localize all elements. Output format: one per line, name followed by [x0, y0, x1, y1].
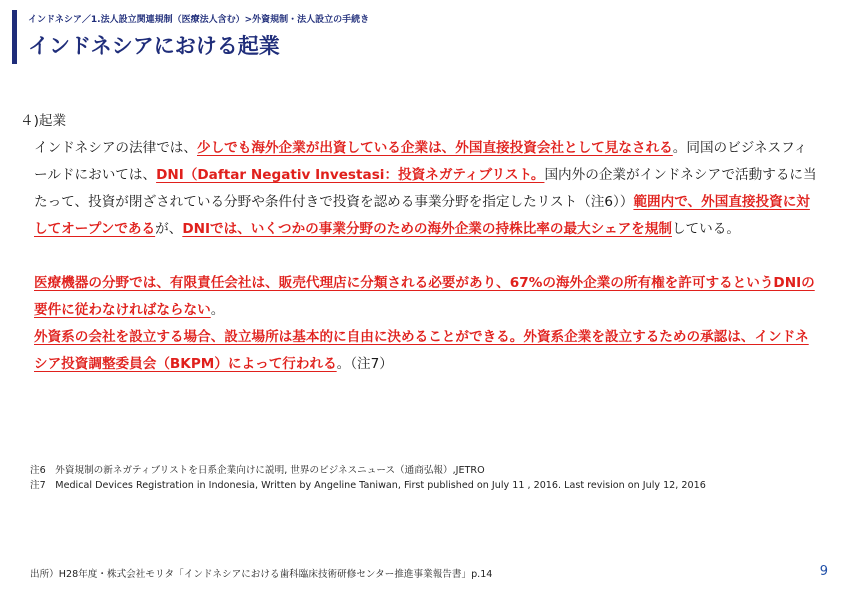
breadcrumb: インドネシア／1.法人設立関連規制（医療法人含む）>外資規制・法人設立の手続き — [28, 15, 370, 25]
page-number: 9 — [819, 564, 828, 579]
title-accent-bar — [12, 10, 17, 64]
plain-text: が、 — [155, 221, 183, 237]
highlight-text: 医療機器の分野では、有限責任会社は、販売代理店に分類される必要があり、67%の海外企業の所有権を許可するというDNIの要件に従わなければならない — [34, 275, 815, 318]
plain-text: 。同国のビジネスフィールドにおいては、 — [34, 140, 808, 183]
source-citation: 出所）H28年度・株式会社モリタ「インドネシアにおける歯科臨床技術研修センター推進事業報告書」p.14 — [30, 569, 493, 580]
plain-text: 。 — [210, 302, 225, 318]
section-heading: ４)起業 — [20, 113, 67, 129]
highlight-text: 少しでも海外企業が出資している企業は、外国直接投資会社として見なされる — [197, 140, 673, 156]
highlight-text: DNIでは、いくつかの事業分野のための海外企業の持株比率の最大シェアを規制 — [182, 221, 672, 237]
footnote-6: 注6 外資規制の新ネガティブリストを日系企業向けに説明, 世界のビジネスニュース（通商弘報）,JETRO — [30, 465, 485, 476]
highlight-text: 範囲内で、外国直接投資に対してオープンである — [34, 194, 810, 237]
plain-text: インドネシアの法律では、 — [34, 140, 197, 156]
paragraph-investment-law — [20, 135, 820, 243]
footnotes — [30, 463, 770, 493]
main-body-text — [20, 108, 820, 378]
plain-text: 。（注7） — [336, 356, 393, 372]
paragraph-medical-devices — [20, 270, 820, 324]
paragraph-company-establishment — [20, 324, 820, 378]
paragraph-spacer — [20, 243, 820, 270]
footnote-7: 注7 Medical Devices Registration in Indonesia, Written by Angeline Taniwan, First published on July 11 , 2016. Last revision on July 12, 2016 — [30, 480, 706, 491]
highlight-text: DNI（Daftar Negativ Investasi：投資ネガティブリスト。 — [156, 167, 545, 183]
page-title: インドネシアにおける起業 — [28, 34, 280, 58]
plain-text: 国内外の企業がインドネシアで活動するに当たって、投資が閉ざされている分野や条件付きで投資を認める事業分野を指定したリスト（注6）） — [34, 167, 817, 210]
highlight-text: 外資系の会社を設立する場合、設立場所は基本的に自由に決めることができる。外資系企業を設立するための承認は、インドネシア投資調整委員会（BKPM）によって行われる — [34, 329, 809, 372]
plain-text: している。 — [671, 221, 740, 237]
